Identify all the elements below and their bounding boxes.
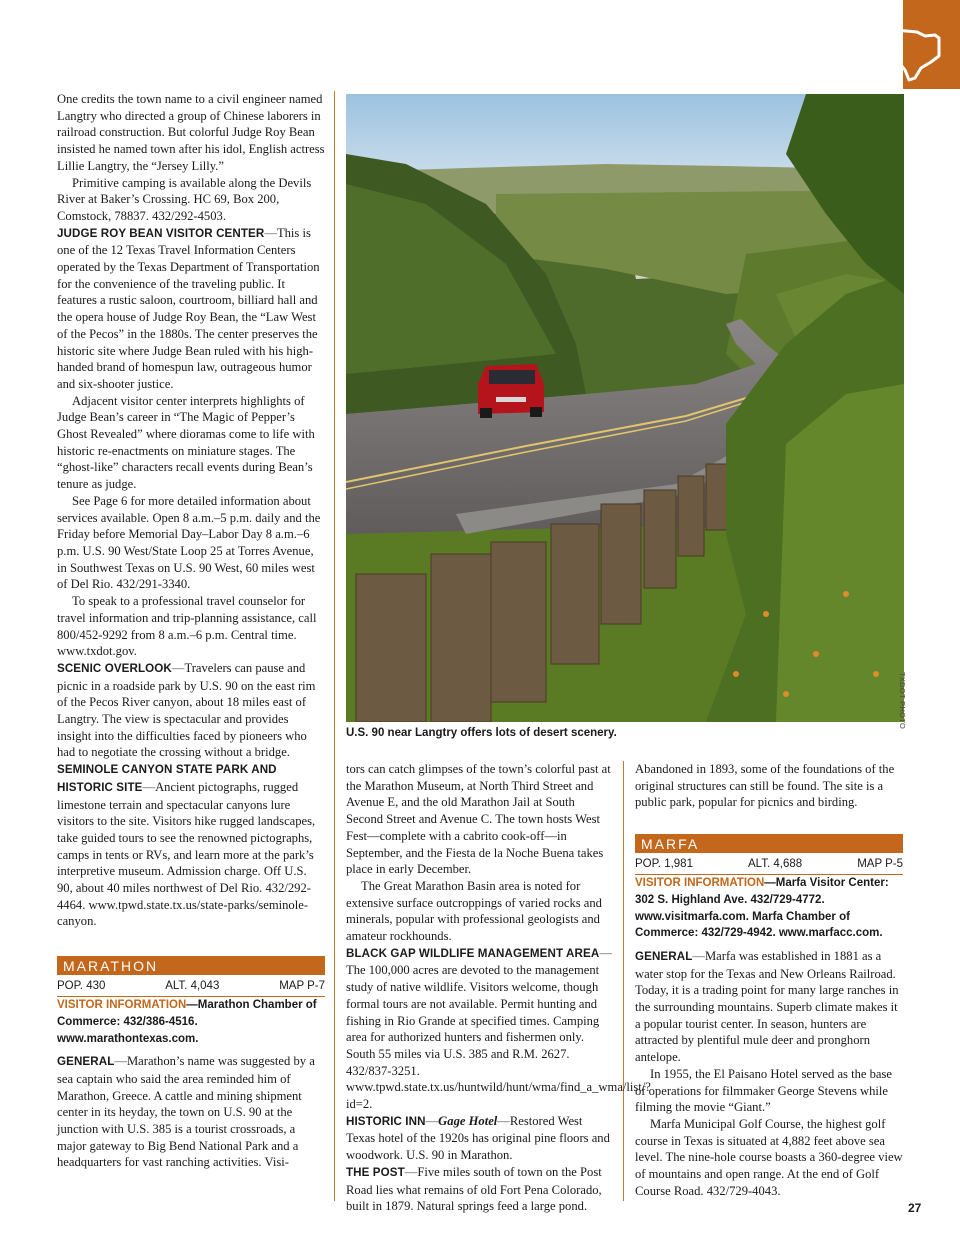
visitor-info-text: —Marathon Chamber of Commerce: 432/386-4516. www.marathontexas.com. (57, 999, 317, 1045)
road-photo (346, 94, 904, 722)
paragraph: tors can catch glimpses of the town’s colorful past at the Marathon Museum, at North Third Street and Avenue E, and the old Marathon Jail at South Second Street and Avenue C. The town hosts West Fest—complete with a cabrito cook-off—in September, and the Fiesta de la Noche Buena takes place in early December. (346, 762, 611, 877)
column-rule-mid (623, 761, 624, 1201)
column-rule-left (334, 91, 335, 1201)
red-van (478, 364, 544, 418)
entry-judge-roy-bean: JUDGE ROY BEAN VISITOR CENTER—This is one of the 12 Texas Travel Information Centers operated by the Texas Department of Transportation for the convenience of the traveling public. It features a rustic saloon, courtroom, billiard hall and the opera house of Judge Roy Bean, the “Law West of the Pecos” in the 1880s. The center preserves the historic site where Judge Bean ruled with his high-handed brand of homespun law, outrageous humor and six-shooter justice. (57, 225, 320, 391)
visitor-information (57, 997, 325, 1047)
entry-general: GENERAL—Marathon’s name was suggested by a sea captain who said the area reminded him of Marathon, Greece. A cattle and mining shipment center in its heyday, the town on U.S. 90 at the junction with U.S. 385 is a tourist crossroads, a major gateway to Big Bend National Park and a headquarters for vast ranching activities. Visi- (57, 1054, 315, 1170)
altitude: ALT. 4,688 (748, 858, 803, 871)
photo-caption: U.S. 90 near Langtry offers lots of desert scenery. (346, 727, 617, 739)
column-3 (635, 761, 903, 1199)
entry-scenic-overlook: SCENIC OVERLOOK—Travelers can pause and picnic in a roadside park by U.S. 90 on the east rim of the Pecos River canyon, about 18 miles east of Langtry. The view is spectacular and provides insight into the difficulties faced by pioneers who had to negotiate the crossing without a bridge. (57, 660, 316, 760)
entry-seminole-canyon: SEMINOLE CANYON STATE PARK AND HISTORIC SITE—Ancient pictographs, rugged limestone terrain and spectacular canyons lure visitors to the site. Visitors hike rugged landscapes, take guided tours to see the renowned pictographs, camps in tents or RVs, and learn more at the park’s interpretive museum. Admission charge. Off U.S. 90, about 40 miles northwest of Del Rio. 432/292-4464. www.tpwd.state.tx.us/state-parks/seminole-canyon. (57, 763, 316, 929)
paragraph: See Page 6 for more detailed information about services available. Open 8 a.m.–5 p.m. daily and the Friday before Memorial Day–Labor Day 8 a.m.–6 p.m. U.S. 90 West/State Loop 25 at Torres Avenue, in Southwest Texas on U.S. 90 West, 60 miles west of Del Rio. 432/291-3340. (57, 493, 321, 592)
entry-heading: THE POST (346, 1165, 405, 1179)
paragraph: Marfa Municipal Golf Course, the highest golf course in Texas is situated at 4,882 feet above sea level. The nine-hole course boasts a 360-degree view of mountains and open range. At the end of Golf Course Road. 432/729-4043. (635, 1116, 903, 1198)
entry-heading: JUDGE ROY BEAN VISITOR CENTER (57, 226, 265, 240)
hotel-name: Gage Hotel (438, 1113, 498, 1128)
entry-text: Restored West Texas hotel of the 1920s has original pine floors and woodwork. U.S. 90 in Marathon. (346, 1113, 610, 1163)
entry-text: Five miles south of town on the Post Road lies what remains of old Fort Pena Colorado, built in 1879. Natural springs feed a large pond. (346, 1164, 602, 1214)
population: POP. 1,981 (635, 858, 693, 871)
entry-general: GENERAL—Marfa was established in 1881 as a water stop for the Texas and New Orleans Railroad. Today, it is a trading point for many large ranches in the surrounding mountains. Superb climate makes it a popular tourist center. In season, hunters are attracted by plentiful mule deer and pronghorn antelope. (635, 948, 899, 1065)
visitor-info-label: VISITOR INFORMATION (57, 999, 187, 1012)
stats-row (635, 853, 903, 875)
stats-row (57, 975, 325, 997)
entry-text: Marfa was established in 1881 as a water stop for the Texas and New Orleans Railroad. Today, it is a trading point for many large ranches in the surrounding mountains. Superb climate makes it a popular tourist center. In season, hunters are attracted by plentiful mule deer and pronghorn antelope. (635, 948, 899, 1065)
paragraph: Primitive camping is available along the Devils River at Baker’s Crossing. HC 69, Box 200, Comstock, 78837. 432/292-4503. (57, 175, 312, 223)
photo-credit: TXDOT PHOTO (898, 672, 907, 730)
entry-black-gap: BLACK GAP WILDLIFE MANAGEMENT AREA—The 100,000 acres are devoted to the management study of native wildlife. Visitors welcome, though formal tours are not available. Permit hunting and fishing in Rio Grande at specified times. Camping area for authorized hunters and fishermen only. South 55 miles via U.S. 385 and R.M. 2627. 432/837-3251. www.tpwd.state.tx.us/huntwild/hunt/wma/find_a_wma/list/?id=2. (346, 945, 651, 1112)
entry-heading: GENERAL (57, 1055, 115, 1069)
texas-outline-icon (865, 8, 945, 84)
paragraph: To speak to a professional travel counselor for travel information and trip-planning assistance, call 800/452-9292 from 8 a.m.–6 p.m. Central time. www.txdot.gov. (57, 594, 317, 659)
entry-historic-inn: HISTORIC INN—Gage Hotel—Restored West Texas hotel of the 1920s has original pine floors and woodwork. U.S. 90 in Marathon. (346, 1113, 610, 1163)
entry-text: Ancient pictographs, rugged limestone terrain and spectacular canyons lure visitors to the site. Visitors hike rugged landscapes, take guided tours to see the renowned pictographs, camps in tents or RVs, and learn more at the park’s interpretive museum. Admission charge. Off U.S. 90, about 40 miles northwest of Del Rio. 432/292-4464. www.tpwd.state.tx.us/state-parks/seminole-canyon. (57, 779, 316, 929)
section-heading-marathon: MARATHON (57, 956, 325, 975)
entry-heading: SCENIC OVERLOOK (57, 661, 172, 675)
paragraph: Adjacent visitor center interprets highlights of Judge Bean’s career in “The Magic of Pepper’s Ghost Revealed” where dioramas come to life with historic re-enactments on miniature stages. The “ghost-like” characters recall events during Bean’s tenure as judge. (57, 393, 315, 492)
entry-the-post: THE POST—Five miles south of town on the Post Road lies what remains of old Fort Pena Colorado, built in 1879. Natural springs feed a large pond. (346, 1164, 602, 1214)
section-heading-marfa: MARFA (635, 834, 903, 853)
population: POP. 430 (57, 980, 106, 993)
paragraph: Abandoned in 1893, some of the foundations of the original structures can still be found. The site is a public park, popular for picnics and birding. (635, 762, 895, 810)
paragraph: One credits the town name to a civil engineer named Langtry who directed a group of Chinese laborers in railroad construction. But colorful Judge Roy Bean insisted he named town after his idol, English actress Lillie Langtry, the “Jersey Lilly.” (57, 92, 325, 173)
entry-heading: SEMINOLE CANYON STATE PARK AND HISTORIC SITE (57, 763, 277, 794)
altitude: ALT. 4,043 (165, 980, 220, 993)
entry-text: Marathon’s name was suggested by a sea captain who said the area reminded him of Marathon, Greece. A cattle and mining shipment center in its heyday, the town on U.S. 90 at the junction with U.S. 385 is a tourist crossroads, a major gateway to Big Bend National Park and a headquarters for vast ranching activities. Visi- (57, 1054, 315, 1170)
map-ref: MAP P-5 (857, 858, 903, 871)
column-1 (57, 91, 325, 1171)
entry-heading: BLACK GAP WILDLIFE MANAGEMENT AREA (346, 946, 600, 960)
map-ref: MAP P-7 (279, 980, 325, 993)
entry-text: The 100,000 acres are devoted to the management study of native wildlife. Visitors welcome, though formal tours are not available. Permit hunting and fishing in Rio Grande at specified times. Camping area for authorized hunters and fishermen only. South 55 miles via U.S. 385 and R.M. 2627. 432/837-3251. www.tpwd.state.tx.us/huntwild/hunt/wma/find_a_wma/list/?id=2. (346, 963, 651, 1112)
page-number: 27 (908, 1201, 922, 1215)
paragraph: In 1955, the El Paisano Hotel served as the base of operations for filmmaker George Stevens while filming the movie “Giant.” (635, 1066, 893, 1115)
entry-heading: GENERAL (635, 949, 693, 963)
visitor-info-label: VISITOR INFORMATION (635, 877, 765, 890)
visitor-info-text: —Marfa Visitor Center: 302 S. Highland Ave. 432/729-4772. www.visitmarfa.com. Marfa Chamber of Commerce: 432/729-4942. www.marfacc.com. (635, 877, 889, 940)
column-2 (346, 761, 651, 1215)
visitor-information (635, 875, 903, 942)
paragraph: The Great Marathon Basin area is noted for extensive surface outcroppings of varied rocks and minerals, popular with professional geologists and amateur rockhounds. (346, 878, 602, 944)
entry-heading: HISTORIC INN (346, 1114, 426, 1128)
entry-text: This is one of the 12 Texas Travel Information Centers operated by the Texas Department of Transportation for the convenience of the traveling public. It features a rustic saloon, courtroom, billiard hall and the opera house of Judge Roy Bean, the “Law West of the Pecos” in the 1880s. The center preserves the historic site where Judge Bean ruled with his high-handed brand of homespun law, outrageous humor and six-shooter justice. (57, 225, 320, 391)
entry-text: Travelers can pause and picnic in a roadside park by U.S. 90 on the east rim of the Pecos River canyon, about 18 miles east of Langtry. The view is spectacular and provides insight into the difficulties faced by pioneers who had to negotiate the crossing without a bridge. (57, 660, 316, 760)
